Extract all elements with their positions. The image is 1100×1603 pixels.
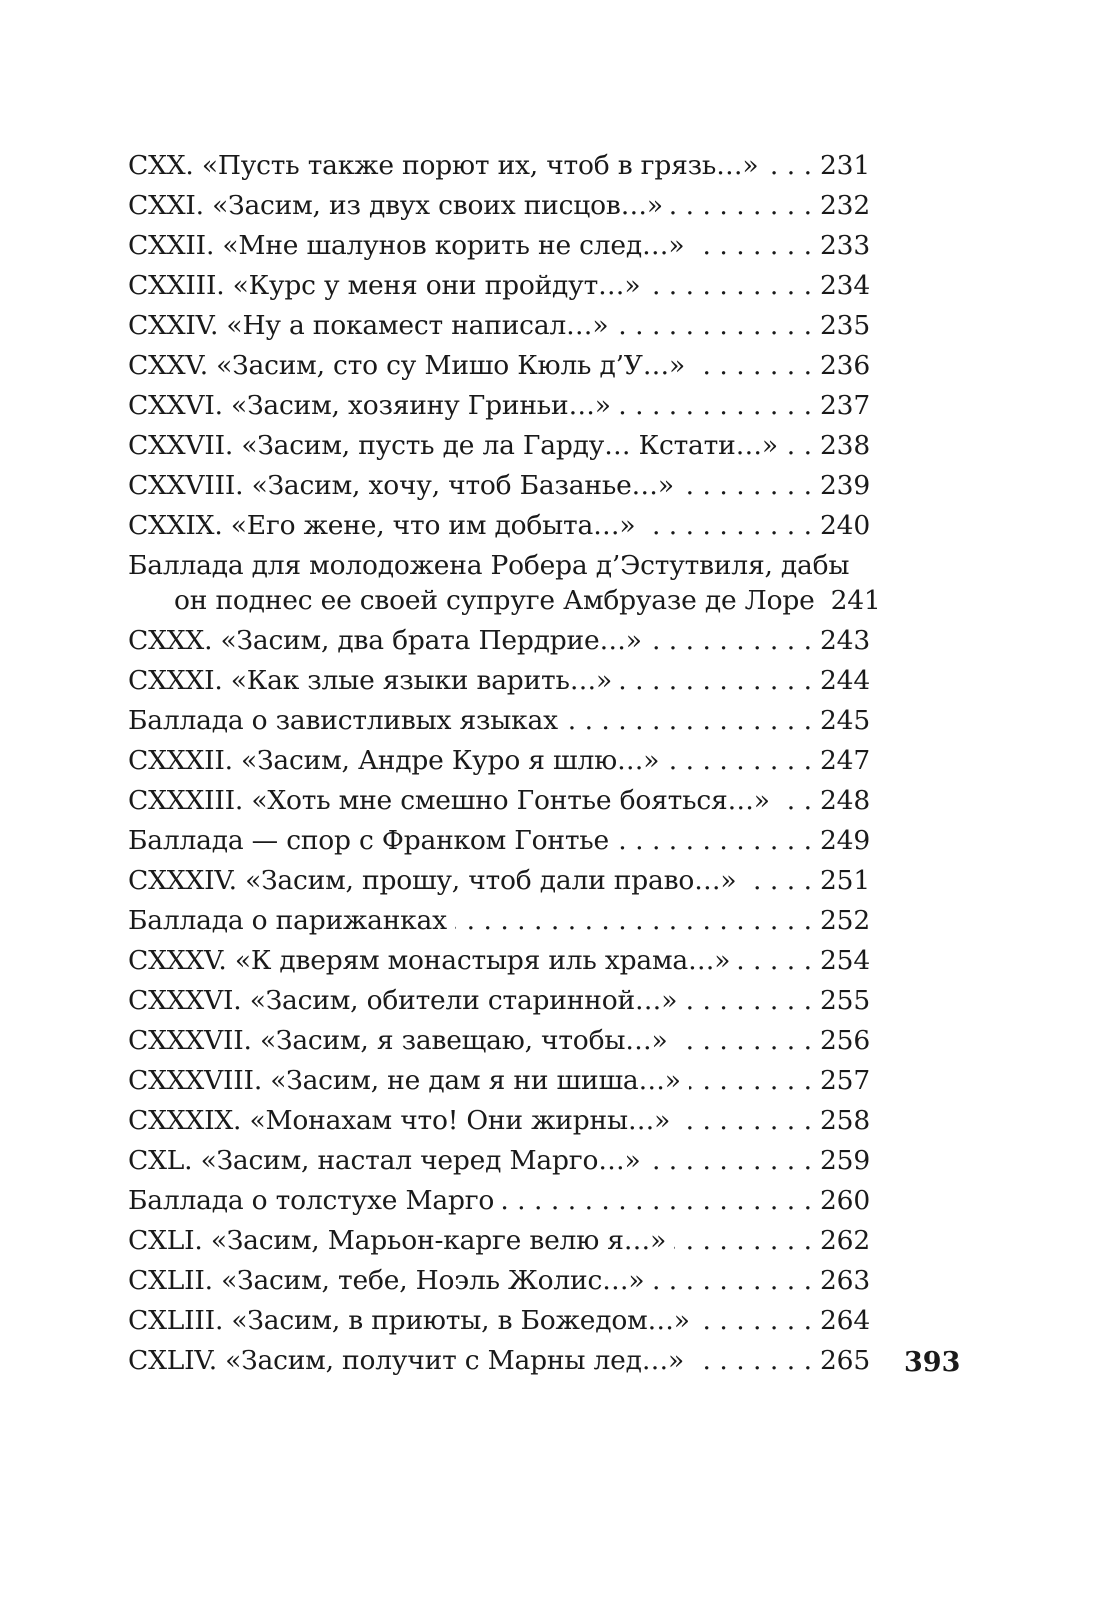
dot-leader <box>620 661 812 701</box>
toc-entry-page: 249 <box>820 825 870 856</box>
dot-leader <box>649 1141 812 1181</box>
toc-entry-page: 259 <box>820 1145 870 1176</box>
toc-entry-title: CXXI. «Засим, из двух своих писцов…» <box>128 190 663 221</box>
toc-entry <box>128 466 870 506</box>
toc-entry-title: CXLI. «Засим, Марьон-карге велю я…» <box>128 1225 667 1256</box>
toc-entry <box>128 306 870 346</box>
dot-leader <box>455 901 812 941</box>
toc-entry-page: 236 <box>820 350 870 381</box>
toc-entry-title: CXXVI. «Засим, хозяину Гриньи…» <box>128 390 611 421</box>
toc-entry-title: CXXXIX. «Монахам что! Они жирны…» <box>128 1105 671 1136</box>
toc-entry <box>128 781 870 821</box>
dot-leader <box>692 226 812 266</box>
toc-entry-page: 260 <box>820 1185 870 1216</box>
toc-entry <box>128 506 870 546</box>
toc-entry-page: 232 <box>820 190 870 221</box>
dot-leader <box>682 466 812 506</box>
toc-entry-page: 245 <box>820 705 870 736</box>
toc-entry <box>128 821 870 861</box>
toc-entry <box>128 1021 870 1061</box>
toc-entry <box>128 1061 870 1101</box>
toc-entry <box>128 226 870 266</box>
toc-entry-page: 231 <box>820 150 870 181</box>
toc-entry-page: 251 <box>820 865 870 896</box>
dot-leader <box>502 1181 812 1221</box>
dot-leader <box>619 386 812 426</box>
toc-entry-title: CXXXVII. «Засим, я завещаю, чтобы…» <box>128 1025 668 1056</box>
dot-leader <box>671 186 812 226</box>
toc-entry <box>128 661 870 701</box>
toc-entry-page: 234 <box>820 270 870 301</box>
toc-entry-title: CXXIII. «Курс у меня они пройдут…» <box>128 270 641 301</box>
toc-entry-page: 233 <box>820 230 870 261</box>
toc-entry-page: 252 <box>820 905 870 936</box>
toc-entry-page: 257 <box>820 1065 870 1096</box>
toc-entry-page: 256 <box>820 1025 870 1056</box>
toc-entry-title: CXXVIII. «Засим, хочу, чтоб Базанье…» <box>128 470 674 501</box>
toc-entry-title: CXX. «Пусть также порют их, чтоб в грязь…» <box>128 150 759 181</box>
dot-leader <box>678 1101 812 1141</box>
toc-entry-title: Баллада о завистливых языках <box>128 705 558 736</box>
toc-entry-page: 238 <box>820 430 870 461</box>
toc-entry <box>128 621 870 661</box>
toc-entry-title: Баллада о парижанках <box>128 905 447 936</box>
dot-leader <box>685 981 812 1021</box>
toc-entry-title: CXXIX. «Его жене, что им добыта…» <box>128 510 636 541</box>
toc-entry-title: CXXXIV. «Засим, прошу, чтоб дали право…» <box>128 865 737 896</box>
toc-entry-page: 265 <box>820 1345 870 1376</box>
toc-entry-title: CXL. «Засим, настал черед Марго…» <box>128 1145 641 1176</box>
toc-entry-title-line1: Баллада для молодожена Робера д’Эстутвиля, дабы <box>128 550 850 581</box>
toc-entry-title-line2-row <box>128 581 881 621</box>
toc-entry-title: CXXV. «Засим, сто су Мишо Кюль д’У…» <box>128 350 686 381</box>
dot-leader <box>698 1301 812 1341</box>
toc-entry-title-line2: он поднес ее своей супруге Амбруазе де Лоре <box>174 585 815 616</box>
dot-leader <box>778 781 812 821</box>
toc-entry-page: 258 <box>820 1105 870 1136</box>
dot-leader <box>643 506 812 546</box>
toc-entry <box>128 1101 870 1141</box>
toc-entry-title: CXLIV. «Засим, получит с Марны лед…» <box>128 1345 685 1376</box>
toc-entry-page: 243 <box>820 625 870 656</box>
toc-entry <box>128 901 870 941</box>
toc-entry-page: 264 <box>820 1305 870 1336</box>
page-number: 393 <box>904 1347 961 1378</box>
toc-entry <box>128 1261 870 1301</box>
dot-leader <box>667 741 812 781</box>
toc-entry <box>128 346 870 386</box>
toc-entry <box>128 941 870 981</box>
toc-entry-title: Баллада — спор с Франком Гонтье <box>128 825 610 856</box>
toc-entry-page: 262 <box>820 1225 870 1256</box>
dot-leader <box>689 1061 812 1101</box>
toc-entry <box>128 1181 870 1221</box>
toc-entry-page: 239 <box>820 470 870 501</box>
toc-entry <box>128 1301 870 1341</box>
toc-entry-title: CXXXIII. «Хоть мне смешно Гонтье бояться…» <box>128 785 770 816</box>
toc-entry <box>128 861 870 901</box>
toc-entry <box>128 981 870 1021</box>
toc-entry-page: 237 <box>820 390 870 421</box>
dot-leader <box>616 306 812 346</box>
toc-entry-title: CXXXII. «Засим, Андре Куро я шлю…» <box>128 745 660 776</box>
toc-entry-title: CXLII. «Засим, тебе, Ноэль Жолис…» <box>128 1265 645 1296</box>
toc-entry <box>128 266 870 306</box>
dot-leader <box>566 701 812 741</box>
dot-leader <box>652 1261 812 1301</box>
dot-leader <box>648 266 812 306</box>
dot-leader <box>617 821 812 861</box>
toc-entry-title: CXXXVI. «Засим, обители старинной…» <box>128 985 678 1016</box>
toc-entry-page: 263 <box>820 1265 870 1296</box>
dot-leader <box>693 346 812 386</box>
table-of-contents <box>128 146 881 1381</box>
toc-entry-ballad-estouteville <box>128 546 881 621</box>
toc-entry-page: 244 <box>820 665 870 696</box>
dot-leader <box>676 1021 812 1061</box>
toc-entry <box>128 741 870 781</box>
toc-entry-page: 254 <box>820 945 870 976</box>
toc-entry-title: CXLIII. «Засим, в приюты, в Божедом…» <box>128 1305 690 1336</box>
toc-entry <box>128 1341 870 1381</box>
toc-entry <box>128 1141 870 1181</box>
dot-leader <box>744 861 812 901</box>
toc-entry-title: CXXVII. «Засим, пусть де ла Гарду… Кстати…» <box>128 430 778 461</box>
dot-leader <box>738 941 812 981</box>
toc-entry-page: 255 <box>820 985 870 1016</box>
toc-entry-title: Баллада о толстухе Марго <box>128 1185 495 1216</box>
dot-leader <box>786 426 812 466</box>
toc-entry-title: CXXX. «Засим, два брата Пердрие…» <box>128 625 642 656</box>
dot-leader <box>674 1221 812 1261</box>
toc-entry <box>128 1221 870 1261</box>
dot-leader <box>766 146 812 186</box>
toc-entry-title: CXXXV. «К дверям монастыря иль храма…» <box>128 945 731 976</box>
toc-entry <box>128 386 870 426</box>
toc-entry-page: 235 <box>820 310 870 341</box>
toc-entry-page: 247 <box>820 745 870 776</box>
toc-entry-title: CXXIV. «Ну а покамест написал…» <box>128 310 609 341</box>
toc-entry <box>128 146 870 186</box>
toc-entry-title: CXXXI. «Как злые языки варить…» <box>128 665 613 696</box>
toc-entry <box>128 701 870 741</box>
toc-entry-page: 248 <box>820 785 870 816</box>
dot-leader <box>692 1341 812 1381</box>
toc-entry <box>128 426 870 466</box>
toc-entry-title: CXXXVIII. «Засим, не дам я ни шиша…» <box>128 1065 681 1096</box>
dot-leader <box>650 621 812 661</box>
toc-entry-title: CXXII. «Мне шалунов корить не след…» <box>128 230 685 261</box>
toc-entry-page: 241 <box>830 585 881 616</box>
toc-entry <box>128 186 870 226</box>
toc-entry-page: 240 <box>820 510 870 541</box>
